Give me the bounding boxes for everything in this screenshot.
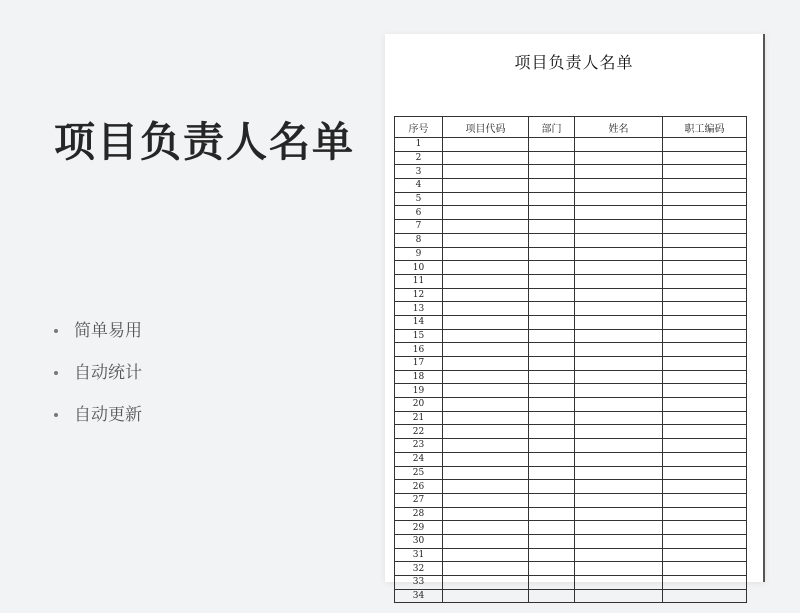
table-row [395,261,747,275]
project-code-cell[interactable] [443,480,529,494]
employee-id-cell[interactable] [663,384,747,398]
row-number-cell[interactable]: 15 [395,329,443,343]
name-cell[interactable] [575,384,663,398]
row-number-cell[interactable]: 14 [395,315,443,329]
employee-id-cell[interactable] [663,548,747,562]
project-code-cell[interactable] [443,452,529,466]
project-code-cell[interactable] [443,288,529,302]
project-code-cell[interactable] [443,562,529,576]
table-row [395,480,747,494]
row-number-cell[interactable]: 8 [395,233,443,247]
employee-id-cell[interactable] [663,562,747,576]
employee-id-cell[interactable] [663,370,747,384]
row-number-cell[interactable]: 16 [395,343,443,357]
bullet-icon [54,371,58,375]
table-row [395,233,747,247]
feature-item [54,394,142,436]
employee-id-cell[interactable] [663,357,747,371]
project-code-cell[interactable] [443,534,529,548]
name-cell[interactable] [575,261,663,275]
project-code-cell[interactable] [443,589,529,603]
project-code-cell[interactable] [443,343,529,357]
name-cell[interactable] [575,206,663,220]
employee-id-cell[interactable] [663,452,747,466]
project-code-cell[interactable] [443,247,529,261]
row-number-cell[interactable]: 25 [395,466,443,480]
feature-label: 自动更新 [74,405,142,425]
table-row [395,439,747,453]
name-cell[interactable] [575,411,663,425]
employee-id-cell[interactable] [663,480,747,494]
project-code-cell[interactable] [443,439,529,453]
name-cell[interactable] [575,562,663,576]
table-row [395,411,747,425]
project-code-cell[interactable] [443,233,529,247]
table-row [395,562,747,576]
name-cell[interactable] [575,302,663,316]
name-cell[interactable] [575,589,663,603]
table-row [395,466,747,480]
name-cell[interactable] [575,439,663,453]
table-row [395,220,747,234]
table-row [395,151,747,165]
department-cell[interactable] [529,411,575,425]
project-code-cell[interactable] [443,206,529,220]
table-row [395,138,747,152]
table-row [395,206,747,220]
spreadsheet-preview [385,34,765,602]
employee-id-cell[interactable] [663,534,747,548]
row-number-cell[interactable]: 1 [395,138,443,152]
project-code-cell[interactable] [443,274,529,288]
header-row [395,117,747,138]
employee-id-cell[interactable] [663,179,747,193]
name-cell[interactable] [575,480,663,494]
name-cell[interactable] [575,534,663,548]
employee-id-cell[interactable] [663,233,747,247]
name-cell[interactable] [575,247,663,261]
employee-id-cell[interactable] [663,138,747,152]
employee-id-cell[interactable] [663,274,747,288]
name-cell[interactable] [575,179,663,193]
row-number-cell[interactable]: 21 [395,411,443,425]
table-row [395,398,747,412]
row-number-cell[interactable]: 24 [395,452,443,466]
row-number-cell[interactable]: 9 [395,247,443,261]
project-code-cell[interactable] [443,370,529,384]
project-code-cell[interactable] [443,192,529,206]
row-number-cell[interactable]: 12 [395,288,443,302]
row-number-cell[interactable]: 22 [395,425,443,439]
project-code-cell[interactable] [443,576,529,590]
name-cell[interactable] [575,315,663,329]
row-number-cell[interactable]: 28 [395,507,443,521]
department-cell[interactable] [529,548,575,562]
table-row [395,315,747,329]
row-number-cell[interactable]: 4 [395,179,443,193]
project-code-cell[interactable] [443,315,529,329]
row-number-cell[interactable]: 26 [395,480,443,494]
name-cell[interactable] [575,425,663,439]
column-header-index: 序号 [395,117,443,138]
table-row [395,452,747,466]
employee-id-cell[interactable] [663,302,747,316]
table-row [395,507,747,521]
name-cell[interactable] [575,466,663,480]
row-number-cell[interactable]: 30 [395,534,443,548]
name-cell[interactable] [575,138,663,152]
employee-id-cell[interactable] [663,343,747,357]
row-number-cell[interactable]: 13 [395,302,443,316]
employee-id-cell[interactable] [663,425,747,439]
project-code-cell[interactable] [443,329,529,343]
table-row [395,548,747,562]
employee-id-cell[interactable] [663,493,747,507]
department-cell[interactable] [529,261,575,275]
department-cell[interactable] [529,398,575,412]
table-row [395,247,747,261]
department-cell[interactable] [529,384,575,398]
name-cell[interactable] [575,370,663,384]
name-cell[interactable] [575,576,663,590]
department-cell[interactable] [529,493,575,507]
employee-id-cell[interactable] [663,315,747,329]
table-row [395,302,747,316]
project-code-cell[interactable] [443,357,529,371]
row-number-cell[interactable]: 18 [395,370,443,384]
name-cell[interactable] [575,220,663,234]
project-code-cell[interactable] [443,466,529,480]
department-cell[interactable] [529,452,575,466]
department-cell[interactable] [529,302,575,316]
name-cell[interactable] [575,151,663,165]
employee-id-cell[interactable] [663,261,747,275]
name-cell[interactable] [575,233,663,247]
bullet-icon [54,413,58,417]
column-header-department: 部门 [529,117,575,138]
department-cell[interactable] [529,288,575,302]
project-code-cell[interactable] [443,425,529,439]
table-row [395,384,747,398]
bullet-icon [54,329,58,333]
department-cell[interactable] [529,165,575,179]
employee-id-cell[interactable] [663,439,747,453]
department-cell[interactable] [529,151,575,165]
table-row [395,425,747,439]
name-cell[interactable] [575,288,663,302]
employee-id-cell[interactable] [663,411,747,425]
table-row [395,534,747,548]
table-row [395,288,747,302]
row-number-cell[interactable]: 23 [395,439,443,453]
name-cell[interactable] [575,357,663,371]
hero-title: 项目负责人名单 [54,118,355,166]
project-code-cell[interactable] [443,179,529,193]
row-number-cell[interactable]: 17 [395,357,443,371]
row-number-cell[interactable]: 2 [395,151,443,165]
row-number-cell[interactable]: 5 [395,192,443,206]
employee-id-cell[interactable] [663,466,747,480]
department-cell[interactable] [529,206,575,220]
department-cell[interactable] [529,370,575,384]
employee-id-cell[interactable] [663,589,747,603]
row-number-cell[interactable]: 7 [395,220,443,234]
column-header-employee-id: 职工编码 [663,117,747,138]
project-code-cell[interactable] [443,151,529,165]
row-number-cell[interactable]: 3 [395,165,443,179]
department-cell[interactable] [529,439,575,453]
department-cell[interactable] [529,138,575,152]
table-row [395,493,747,507]
row-number-cell[interactable]: 29 [395,521,443,535]
employee-id-cell[interactable] [663,398,747,412]
employee-id-cell[interactable] [663,288,747,302]
table-row [395,329,747,343]
row-number-cell[interactable]: 20 [395,398,443,412]
name-cell[interactable] [575,165,663,179]
department-cell[interactable] [529,534,575,548]
employee-id-cell[interactable] [663,576,747,590]
department-cell[interactable] [529,329,575,343]
department-cell[interactable] [529,480,575,494]
department-cell[interactable] [529,192,575,206]
project-code-cell[interactable] [443,521,529,535]
employee-id-cell[interactable] [663,151,747,165]
name-cell[interactable] [575,329,663,343]
department-cell[interactable] [529,343,575,357]
project-code-cell[interactable] [443,302,529,316]
department-cell[interactable] [529,274,575,288]
project-code-cell[interactable] [443,138,529,152]
feature-item [54,310,142,352]
department-cell[interactable] [529,357,575,371]
name-cell[interactable] [575,507,663,521]
project-code-cell[interactable] [443,507,529,521]
department-cell[interactable] [529,179,575,193]
table-row [395,370,747,384]
project-code-cell[interactable] [443,548,529,562]
department-cell[interactable] [529,589,575,603]
row-number-cell[interactable]: 10 [395,261,443,275]
feature-label: 自动统计 [74,363,142,383]
department-cell[interactable] [529,247,575,261]
row-number-cell[interactable]: 34 [395,589,443,603]
project-code-cell[interactable] [443,493,529,507]
name-cell[interactable] [575,343,663,357]
employee-id-cell[interactable] [663,521,747,535]
table-row [395,274,747,288]
project-code-cell[interactable] [443,411,529,425]
row-number-cell[interactable]: 33 [395,576,443,590]
table-row [395,165,747,179]
employee-id-cell[interactable] [663,329,747,343]
feature-list [54,310,142,436]
project-code-cell[interactable] [443,384,529,398]
feature-label: 简单易用 [74,321,142,341]
name-cell[interactable] [575,548,663,562]
employee-id-cell[interactable] [663,165,747,179]
department-cell[interactable] [529,576,575,590]
row-number-cell[interactable]: 11 [395,274,443,288]
project-code-cell[interactable] [443,220,529,234]
department-cell[interactable] [529,425,575,439]
row-number-cell[interactable]: 6 [395,206,443,220]
table-row [395,576,747,590]
name-cell[interactable] [575,493,663,507]
department-cell[interactable] [529,233,575,247]
feature-item [54,352,142,394]
row-number-cell[interactable]: 32 [395,562,443,576]
name-cell[interactable] [575,521,663,535]
sheet-title: 项目负责人名单 [514,53,634,72]
employee-id-cell[interactable] [663,507,747,521]
table-row [395,357,747,371]
department-cell[interactable] [529,521,575,535]
department-cell[interactable] [529,562,575,576]
row-number-cell[interactable]: 31 [395,548,443,562]
name-cell[interactable] [575,398,663,412]
table-row [395,589,747,603]
name-cell[interactable] [575,452,663,466]
column-header-name: 姓名 [575,117,663,138]
project-code-cell[interactable] [443,165,529,179]
table-row [395,343,747,357]
row-number-cell[interactable]: 27 [395,493,443,507]
employee-id-cell[interactable] [663,206,747,220]
roster-table [394,116,747,603]
table-row [395,521,747,535]
employee-id-cell[interactable] [663,220,747,234]
project-code-cell[interactable] [443,398,529,412]
column-header-project-code: 项目代码 [443,117,529,138]
employee-id-cell[interactable] [663,192,747,206]
project-code-cell[interactable] [443,261,529,275]
department-cell[interactable] [529,466,575,480]
row-number-cell[interactable]: 19 [395,384,443,398]
table-row [395,179,747,193]
department-cell[interactable] [529,220,575,234]
table-row [395,192,747,206]
name-cell[interactable] [575,274,663,288]
roster-body [395,138,747,603]
department-cell[interactable] [529,507,575,521]
employee-id-cell[interactable] [663,247,747,261]
name-cell[interactable] [575,192,663,206]
department-cell[interactable] [529,315,575,329]
